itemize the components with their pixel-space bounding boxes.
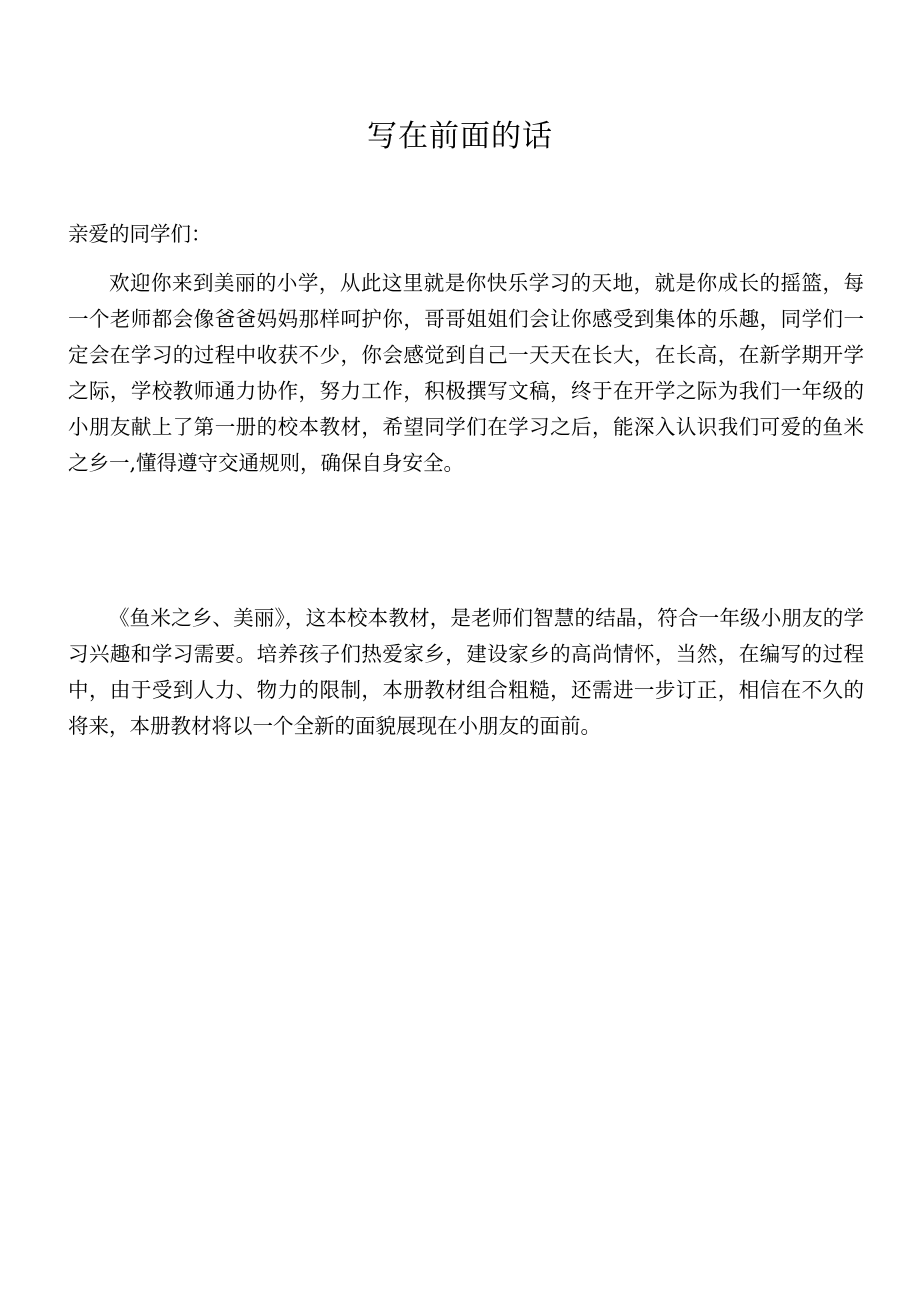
- salutation: 亲爱的同学们：: [68, 222, 212, 246]
- page-title: 写在前面的话: [367, 119, 553, 154]
- paragraph-2: 《鱼米之乡、美丽》，这本校本教材，是老师们智慧的结晶，符合一年级小朋友的学习兴趣和学习需要。培养孩子们热爱家乡，建设家乡的高尚情怀，当然，在编写的过程中，由于受到人力、物力的限制，本册教材组合粗糙，还需进一步订正，相信在不久的将来，本册教材将以一个全新的面貌展现在小朋友的面前。: [68, 606, 864, 739]
- paragraph-1: 欢迎你来到美丽的小学，从此这里就是你快乐学习的天地，就是你成长的摇篮，每一个老师都会像爸爸妈妈那样呵护你，哥哥姐姐们会让你感受到集体的乐趣，同学们一定会在学习的过程中收获不少，你会感觉到自己一天天在长大，在长高，在新学期开学之际，学校教师通力协作，努力工作，积极撰写文稿，终于在开学之际为我们一年级的小朋友献上了第一册的校本教材，希望同学们在学习之后，能深入认识我们可爱的鱼米之乡一,懂得遵守交通规则，确保自身安全。: [68, 271, 864, 476]
